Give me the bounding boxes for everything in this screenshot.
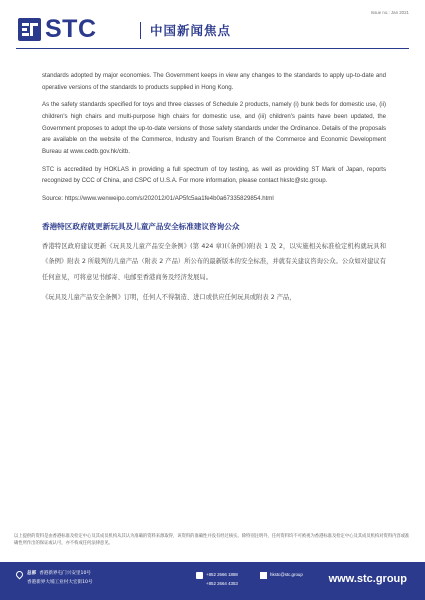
branch-address (27, 579, 93, 588)
paragraph-zh-proposal: 香港特区政府建议更新《玩具及儿童产品安全条例》(第 424 章)(《条例》)附表 1 及 2，以实施相关标准检定机构就玩具和《条例》附表 2 所载列的儿童产品（附表 2 产品）所公布的最新版本的安全标准，并就有关建议咨询公众。公众如对建议有任何意见，可将意见书邮寄、电邮至香港商务及经济发展局。 (42, 242, 386, 281)
hq-address (27, 570, 93, 579)
issue-number: Issue no.: Jan 2021 (370, 10, 409, 15)
header-divider (140, 22, 141, 39)
stc-logo-icon (18, 18, 41, 41)
header (16, 16, 409, 54)
phone-icon (196, 572, 203, 579)
stc-logo (18, 15, 97, 43)
header-rule (16, 48, 409, 49)
phone-1[interactable]: +852 2666 1888 (206, 572, 238, 577)
footer-addresses (16, 570, 93, 587)
phone-2[interactable]: +852 2664 4353 (206, 580, 238, 586)
email-contact (260, 571, 303, 580)
paragraph-source[interactable]: Source: https://www.wenweipo.com/s/202012/01/AP5fc5aa1fe4b0a67335829854.html (42, 195, 274, 203)
email-link[interactable]: hkstc@stc.group (270, 572, 303, 577)
branch-address-text: 香港新界大埔工业村大宏街10号 (27, 579, 93, 585)
section-heading: 香港特区政府就更新玩具及儿童产品安全标准建议咨询公众 (42, 221, 240, 231)
hq-label: 总部 (27, 571, 37, 576)
phone-contact (196, 571, 238, 588)
paragraph-stc-accreditation: STC is accredited by HOKLAS in providing a full spectrum of toy testing, as well as providing ST Mark of Japan, reports recognized by CCC of China, and CSPC of U.S.A. For more information, please contact hkstc@stc.group. (42, 165, 386, 185)
page-title: 中国新闻焦点 (150, 24, 232, 38)
mail-icon (260, 572, 267, 579)
paragraph-standards: standards adopted by major economies. The Government keeps in view any changes to the standards to apply up-to-date and operative versions of the standards to products supplied in Hong Kong. (42, 72, 386, 91)
footer (0, 562, 425, 600)
paragraph-proposal: As the safety standards specified for toys and three classes of Schedule 2 products, namely (i) bunk beds for domestic use, (ii) children's high chairs and multi-purpose high chairs for domestic use, and (iii) children's paints have been updated, the Government proposes to adopt the up-to-date versions of those safety standards under the Ordinance. Details of the proposals are available on the website of the Commerce, Industry and Tourism Branch of the Commerce and Economic Development Bureau at www.cedb.gov.hk/citb. (42, 101, 386, 155)
hq-address-text: 香港新界屯门兴安里10号 (39, 571, 91, 576)
paragraph-zh-ordinance: 《玩具及儿童产品安全条例》订明，任何人不得制造、进口或供应任何玩具或附表 2 产品， (42, 294, 296, 302)
article-body (42, 70, 386, 311)
disclaimer: 以上提供的资料是由香港标准及检定中心及其成员机构从其认为准确的资料来源取得，该资料的准确性并没有经过核实。除特别注明外，任何资料均不可被视为香港标准及检定中心及其成员机构对资料内容或准确性所作出的保证或认可，亦不构成任何法律意见。 (14, 534, 410, 546)
location-pin-icon (15, 570, 25, 580)
brand-name: STC (45, 15, 97, 43)
website-link[interactable]: www.stc.group (328, 573, 407, 585)
